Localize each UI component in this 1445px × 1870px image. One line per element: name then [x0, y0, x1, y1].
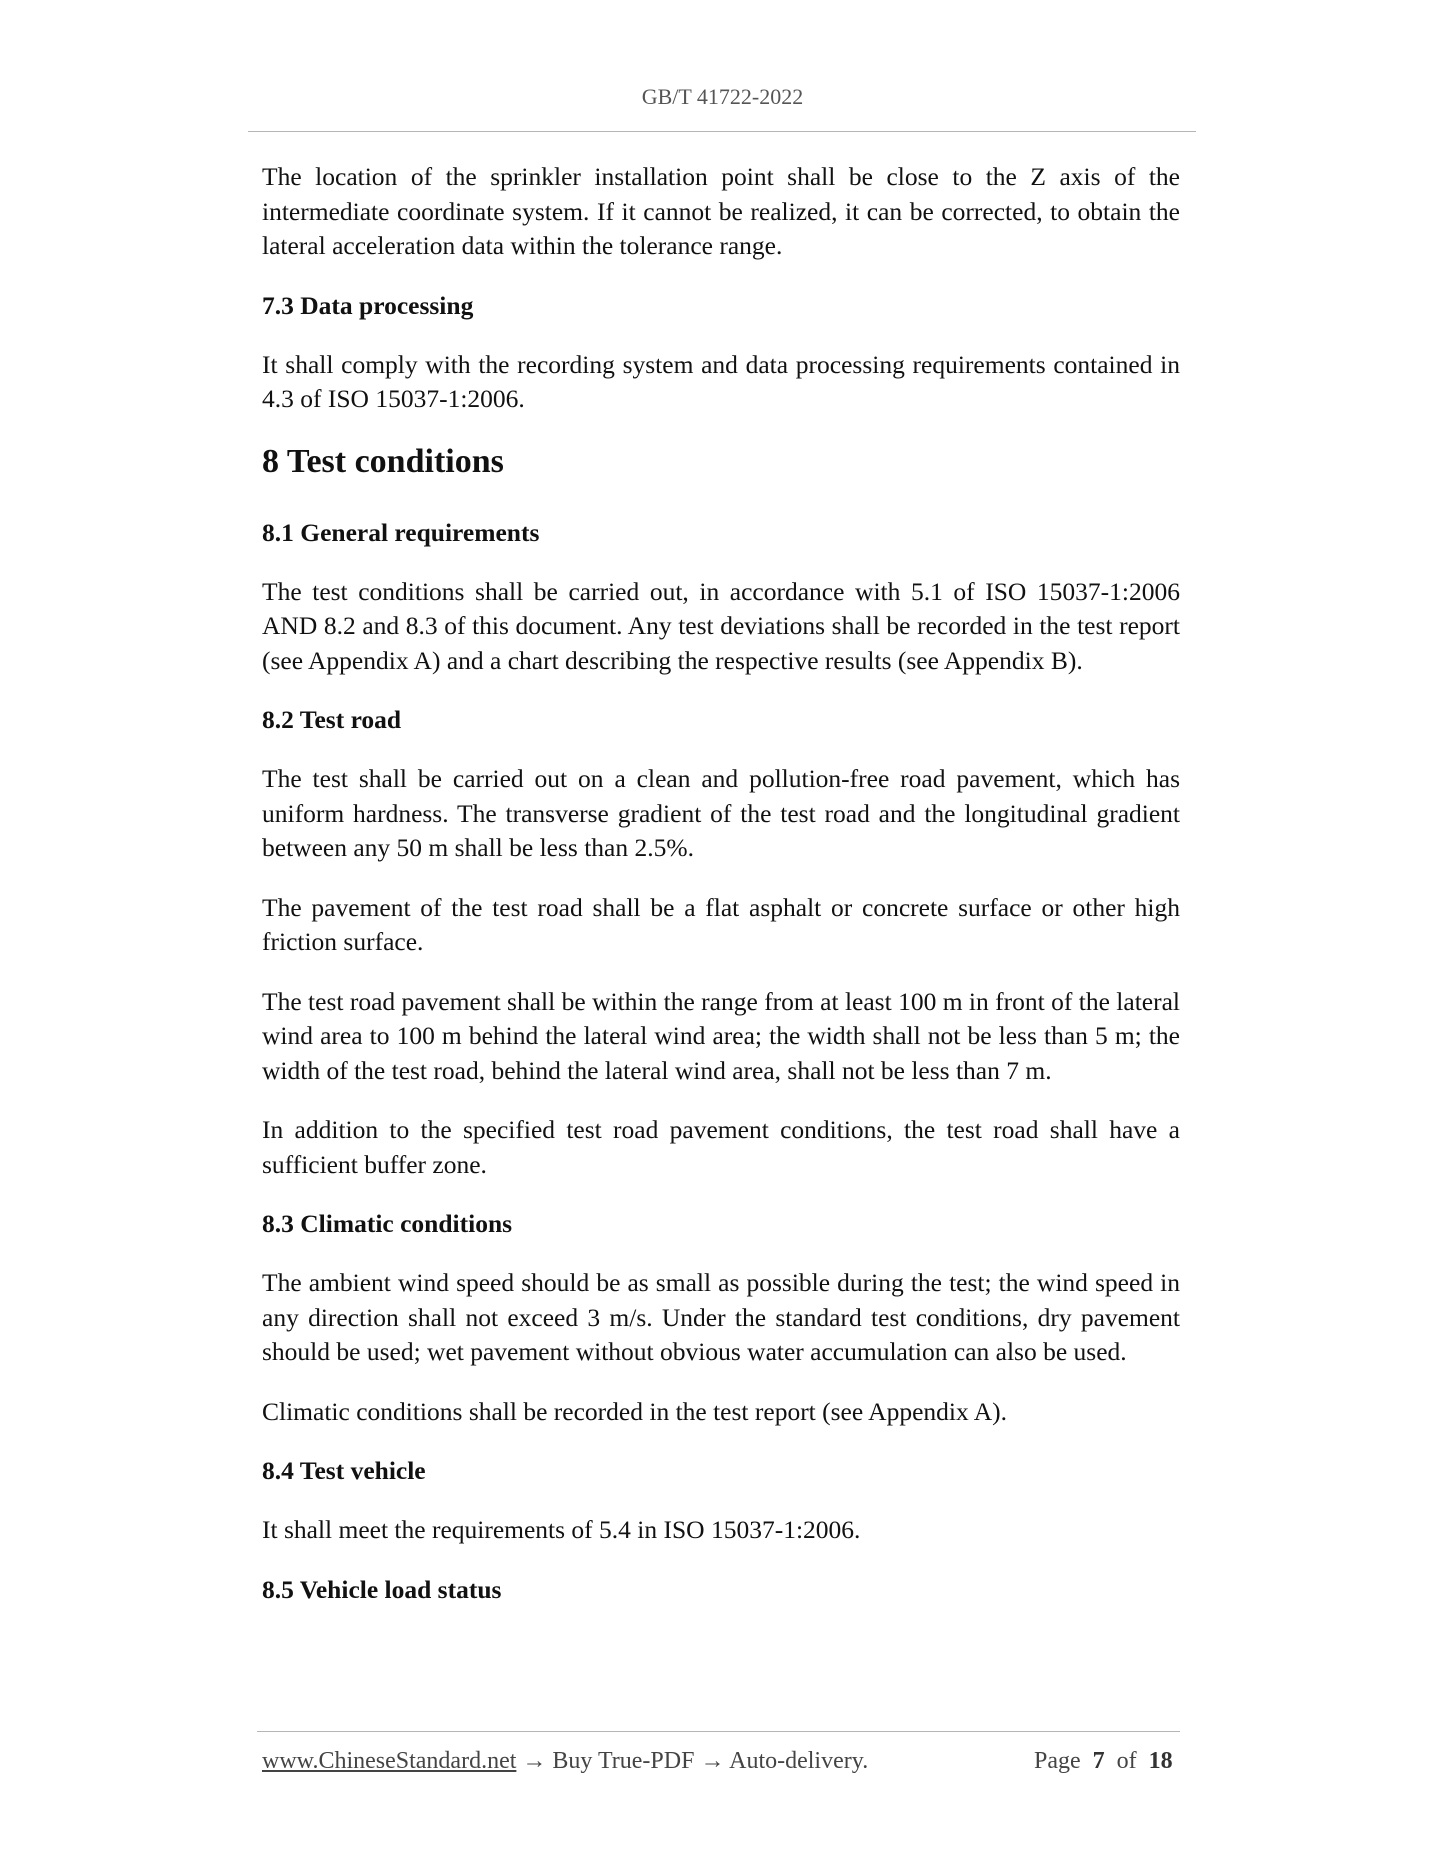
heading-8-5: 8.5 Vehicle load status: [262, 1574, 502, 1604]
heading-8: 8 Test conditions: [262, 442, 504, 480]
document-body: [262, 160, 1180, 1632]
header-standard-code: GB/T 41722-2022: [641, 84, 804, 109]
paragraph-intro: The location of the sprinkler installation point shall be close to the Z axis of the intermediate coordinate system. If it cannot be realized, it can be corrected, to obtain the lateral acceleration data within the tolerance range.: [262, 162, 1180, 260]
heading-8-4: 8.4 Test vehicle: [262, 1456, 426, 1485]
paragraph-8-2-d: In addition to the specified test road pavement conditions, the test road shall have a sufficient buffer zone.: [262, 1115, 1180, 1179]
header-divider: [248, 131, 1196, 132]
page-of-label: of: [1116, 1748, 1137, 1774]
footer-promo-text: → Buy True-PDF → Auto-delivery.: [516, 1748, 869, 1774]
page-current: 7: [1092, 1748, 1105, 1774]
page-total: 18: [1148, 1748, 1173, 1774]
footer-divider: [257, 1731, 1180, 1732]
paragraph-8-3-a: The ambient wind speed should be as small as possible during the test; the wind speed in any direction shall not exceed 3 m/s. Under the standard test conditions, dry pavement should be used; wet pavement without obvious water accumulation can also be used.: [262, 1268, 1180, 1366]
page-label: Page: [1034, 1748, 1081, 1774]
heading-7-3: 7.3 Data processing: [262, 290, 474, 320]
page-indicator: [1034, 1748, 1173, 1775]
footer-promo: [262, 1748, 868, 1775]
paragraph-8-2-b: The pavement of the test road shall be a flat asphalt or concrete surface or other high friction surface.: [262, 892, 1180, 956]
paragraph-8-4: It shall meet the requirements of 5.4 in ISO 15037-1:2006.: [262, 1515, 861, 1544]
paragraph-8-1: The test conditions shall be carried out, in accordance with 5.1 of ISO 15037-1:2006 AND 8.2 and 8.3 of this document. Any test deviations shall be recorded in the test report (see Appendix A) and a chart describing the respective results (see Appendix B).: [262, 576, 1180, 675]
heading-8-1: 8.1 General requirements: [262, 517, 540, 547]
paragraph-8-2-c: The test road pavement shall be within the range from at least 100 m in front of the lateral wind area to 100 m behind the lateral wind area; the width shall not be less than 5 m; the width of the test road, behind the lateral wind area, shall not be less than 7 m.: [262, 986, 1180, 1085]
paragraph-7-3: It shall comply with the recording system and data processing requirements contained in 4.3 of ISO 15037-1:2006.: [262, 349, 1180, 413]
paragraph-8-2-a: The test shall be carried out on a clean and pollution-free road pavement, which has uniform hardness. The transverse gradient of the test road and the longitudinal gradient between any 50 m shall be less than 2.5%.: [262, 764, 1180, 862]
heading-8-3: 8.3 Climatic conditions: [262, 1209, 513, 1238]
website-link[interactable]: www.ChineseStandard.net: [262, 1748, 517, 1774]
heading-8-2: 8.2 Test road: [262, 705, 402, 734]
paragraph-8-3-b: Climatic conditions shall be recorded in the test report (see Appendix A).: [262, 1396, 1007, 1426]
